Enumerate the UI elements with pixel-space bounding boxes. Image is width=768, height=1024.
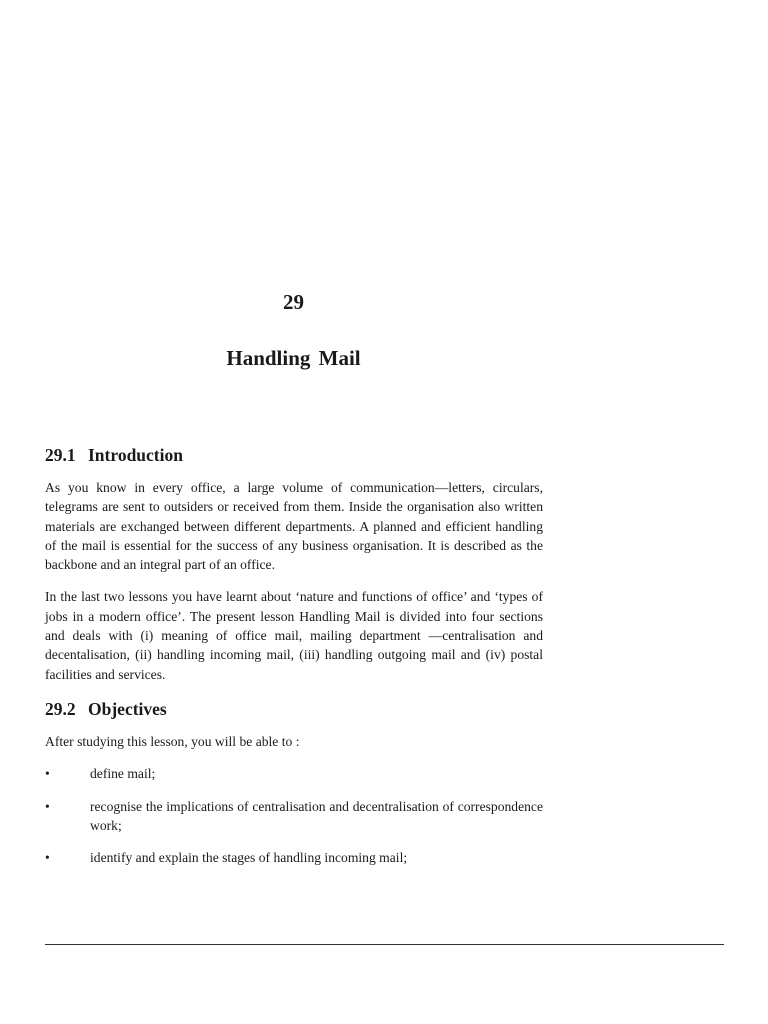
chapter-title: Handling Mail [226,346,361,370]
bullet-icon: • [45,850,50,866]
list-item-text: recognise the implications of centralisation and decentralisation of correspondence work; [90,798,543,833]
section-number: 29.2 [45,698,76,719]
objectives-list [45,764,543,867]
bullet-icon: • [45,766,50,782]
intro-paragraph-2: In the last two lessons you have learnt about ‘nature and functions of office’ and ‘types of jobs in a modern office’. The present lesson Handling Mail is divided into four sections and deals with (i) meaning of office mail, mailing department —centralisation and decentalisation, (ii) handling incoming mail, (iii) handling outgoing mail and (iv) postal facilities and services. [45,589,543,682]
list-item [45,797,543,836]
section-title: Objectives [88,698,167,719]
list-item-text: identify and explain the stages of handling incoming mail; [90,850,408,866]
list-item [45,848,543,867]
lesson-content [45,444,543,880]
bullet-icon: • [45,798,50,814]
list-item [45,764,543,783]
section-number: 29.1 [45,445,76,465]
chapter-number: 29 [283,290,304,314]
section-title: Introduction [88,445,183,465]
footer-divider [45,944,724,945]
intro-paragraph-1: As you know in every office, a large volume of communication—letters, circulars, telegrams are sent to outsiders or received from them. Inside the organisation also written materials are exchanged between different departments. A planned and efficient handling of the mail is essential for the success of any business organisation. It is described as the backbone and an integral part of an office. [45,480,543,573]
objectives-lead: After studying this lesson, you will be able to : [45,733,300,749]
list-item-text: define mail; [90,766,156,782]
section-heading-introduction [45,444,543,466]
section-heading-objectives [45,698,543,720]
